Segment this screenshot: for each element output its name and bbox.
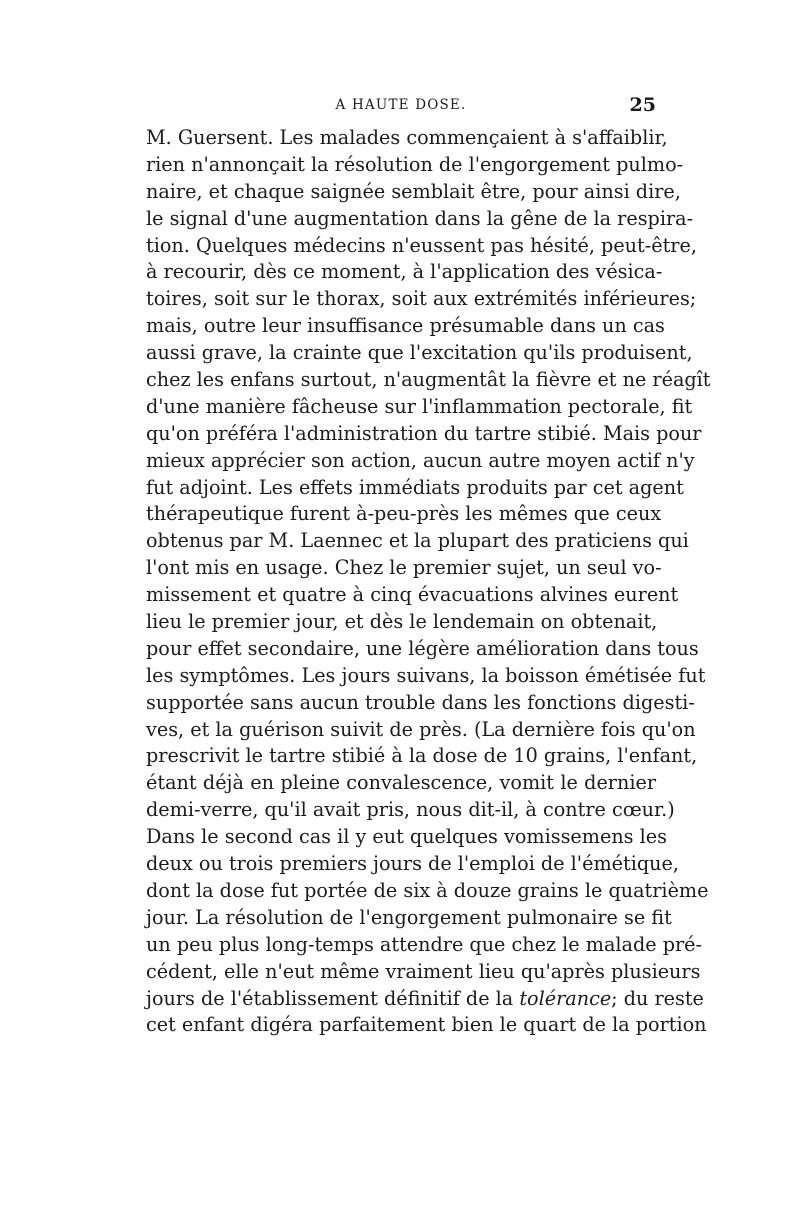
text-segment: jours de l'établissement définitif de la — [146, 986, 520, 1010]
text-line: tion. Quelques médecins n'eussent pas hésité, peut-être, — [146, 233, 697, 257]
running-title: A HAUTE DOSE. — [335, 97, 467, 113]
text-line: naire, et chaque saignée semblait être, pour ainsi dire, — [146, 179, 681, 203]
body-text — [146, 125, 711, 1039]
text-line: fut adjoint. Les effets immédiats produits par cet agent — [146, 475, 684, 499]
text-line: deux ou trois premiers jours de l'emploi de l'émétique, — [146, 852, 679, 876]
text-line: étant déjà en pleine convalescence, vomit le dernier — [146, 771, 656, 795]
text-line: Dans le second cas il y eut quelques vomissemens les — [146, 825, 667, 849]
text-line: ves, et la guérison suivit de près. (La dernière fois qu'on — [146, 717, 696, 741]
text-line: cédent, elle n'eut même vraiment lieu qu'après plusieurs — [146, 959, 701, 983]
text-line: M. Guersent. Les malades commençaient à s'affaiblir, — [146, 126, 668, 149]
text-line: mais, outre leur insuffisance présumable dans un cas — [146, 314, 665, 338]
text-line: aussi grave, la crainte que l'excitation qu'ils produisent, — [146, 341, 693, 365]
text-line: qu'on préféra l'administration du tartre stibié. Mais pour — [146, 421, 702, 445]
text-line: l'ont mis en usage. Chez le premier sujet, un seul vo- — [146, 556, 662, 580]
text-line: dont la dose fut portée de six à douze grains le quatrième — [146, 878, 709, 902]
text-line: jour. La résolution de l'engorgement pulmonaire se fit — [146, 905, 672, 929]
text-line: thérapeutique furent à-peu-près les mêmes que ceux — [146, 502, 662, 526]
text-line: prescrivit le tartre stibié à la dose de 10 grains, l'enfant, — [146, 744, 698, 768]
text-line: lieu le premier jour, et dès le lendemain on obtenait, — [146, 610, 658, 634]
page-number: 25 — [629, 94, 656, 116]
text-segment: ; du reste — [611, 986, 704, 1010]
text-line: d'une manière fâcheuse sur l'inflammation pectorale, fit — [146, 394, 693, 418]
text-line: supportée sans aucun trouble dans les fonctions digesti- — [146, 690, 695, 714]
text-line-with-italic — [146, 986, 704, 1013]
text-line: chez les enfans surtout, n'augmentât la fièvre et ne réagît — [146, 368, 711, 392]
text-line: mieux apprécier son action, aucun autre moyen actif n'y — [146, 448, 695, 472]
text-line: obtenus par M. Laennec et la plupart des praticiens qui — [146, 529, 689, 553]
text-line: à recourir, dès ce moment, à l'application des vésica- — [146, 260, 663, 284]
text-line: les symptômes. Les jours suivans, la boisson émétisée fut — [146, 663, 706, 687]
text-line: un peu plus long-temps attendre que chez le malade pré- — [146, 932, 703, 956]
running-head — [146, 94, 656, 119]
text-line: le signal d'une augmentation dans la gêne de la respira- — [146, 206, 694, 230]
italic-term: tolérance — [519, 986, 612, 1010]
text-line: missement et quatre à cinq évacuations alvines eurent — [146, 583, 679, 607]
text-line: pour effet secondaire, une légère amélioration dans tous — [146, 636, 699, 660]
text-line: rien n'annonçait la résolution de l'engorgement pulmo- — [146, 152, 684, 176]
text-line: demi-verre, qu'il avait pris, nous dit-il, à contre cœur.) — [146, 798, 675, 822]
text-line: cet enfant digéra parfaitement bien le quart de la portion — [146, 1013, 707, 1037]
text-line: toires, soit sur le thorax, soit aux extrémités inférieures; — [146, 287, 697, 311]
